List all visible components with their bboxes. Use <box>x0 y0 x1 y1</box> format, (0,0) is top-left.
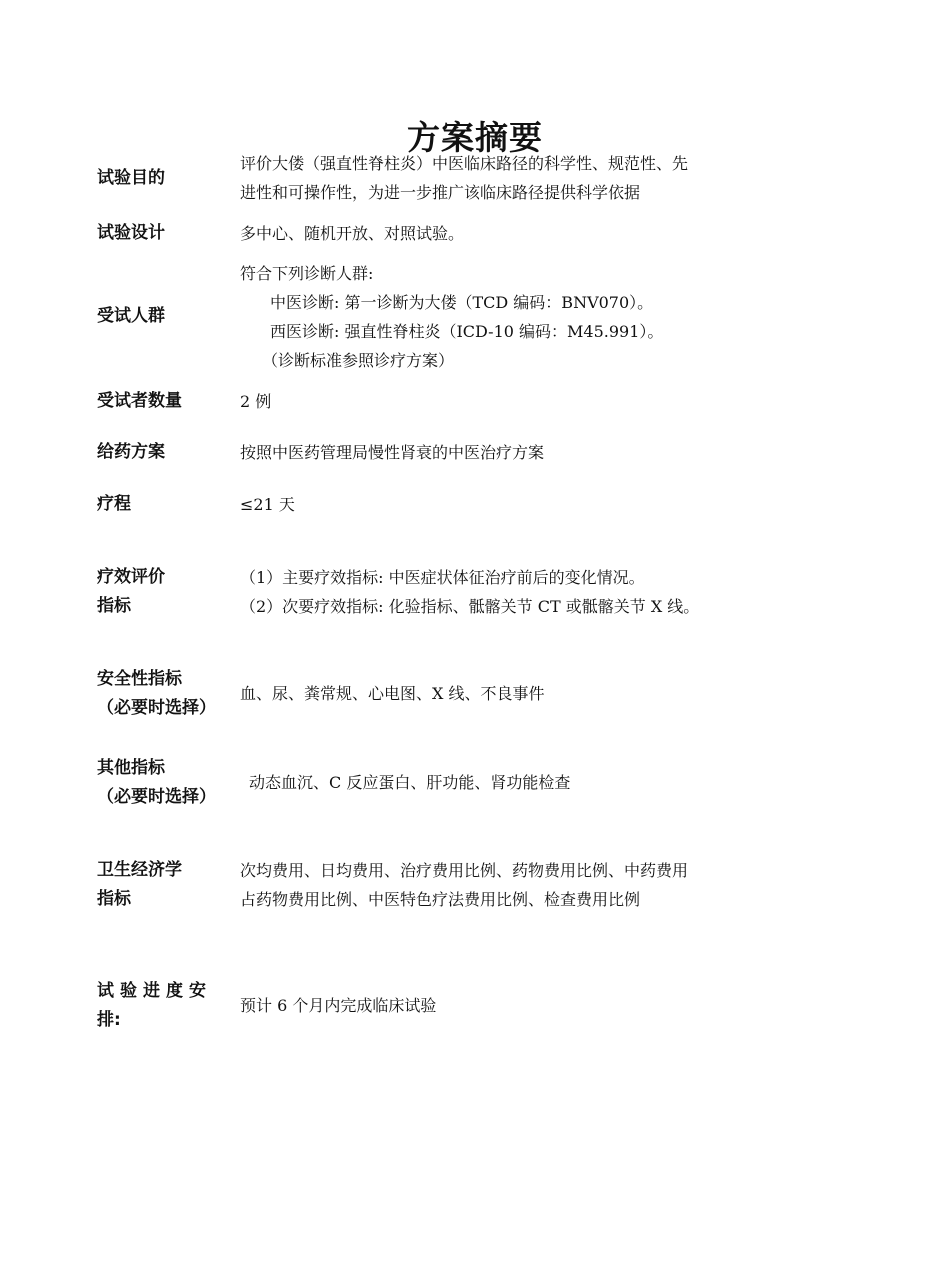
count-line-1: 2 例 <box>240 392 272 411</box>
row-value-population <box>240 259 663 375</box>
efficacy-line-1: （1）主要疗效指标: 中医症状体征治疗前后的变化情况。 <box>240 568 645 587</box>
population-line-4: （诊断标准参照诊疗方案） <box>262 351 455 370</box>
population-line-2: 中医诊断: 第一诊断为大偻（TCD 编码：BNV070）。 <box>270 293 654 312</box>
row-label-efficacy <box>97 563 165 621</box>
economics-line-2: 占药物费用比例、中医特色疗法费用比例、检查费用比例 <box>240 890 641 909</box>
design-line-1: 多中心、随机开放、对照试验。 <box>240 224 465 243</box>
dosing-line-1: 按照中医药管理局慢性肾衰的中医治疗方案 <box>240 443 545 462</box>
safety-line-1: 血、尿、粪常规、心电图、X 线、不良事件 <box>240 684 545 703</box>
schedule-line-1: 预计 6 个月内完成临床试验 <box>240 996 437 1015</box>
population-line-1: 符合下列诊断人群: <box>240 264 374 283</box>
row-value-objective <box>240 149 688 207</box>
row-label-course: 疗程 <box>97 494 131 514</box>
row-label-design: 试验设计 <box>97 223 165 243</box>
row-label-safety <box>97 665 216 723</box>
other-line-1: 动态血沉、C 反应蛋白、肝功能、肾功能检查 <box>249 773 571 792</box>
row-value-economics <box>240 856 688 914</box>
row-label-objective: 试验目的 <box>97 168 165 188</box>
row-label-schedule <box>97 977 212 1035</box>
efficacy-label-line-1: 疗效评价 <box>97 567 165 587</box>
economics-label-line-1: 卫生经济学 <box>97 860 182 880</box>
schedule-label-line-2: 排: <box>97 1010 121 1030</box>
population-line-3: 西医诊断: 强直性脊柱炎（ICD-10 编码：M45.991）。 <box>270 322 664 341</box>
economics-line-1: 次均费用、日均费用、治疗费用比例、药物费用比例、中药费用 <box>240 861 689 880</box>
schedule-label-line-1: 试验进度安 <box>97 981 212 1001</box>
row-value-design <box>240 219 464 248</box>
row-label-dosing: 给药方案 <box>97 442 165 462</box>
other-label-line-2: （必要时选择） <box>97 787 216 807</box>
objective-line-2: 进性和可操作性，为进一步推广该临床路径提供科学依据 <box>240 183 641 202</box>
row-value-efficacy <box>240 563 699 621</box>
other-label-line-1: 其他指标 <box>97 758 165 778</box>
row-value-other <box>249 768 570 797</box>
safety-label-line-1: 安全性指标 <box>97 669 182 689</box>
row-label-other <box>97 754 216 812</box>
row-label-economics <box>97 856 182 914</box>
row-value-course <box>240 490 295 519</box>
safety-label-line-2: （必要时选择） <box>97 698 216 718</box>
page-title: 方案摘要 <box>407 118 543 157</box>
row-value-dosing <box>240 438 544 467</box>
row-label-count: 受试者数量 <box>97 391 182 411</box>
course-line-1: ≤21 天 <box>240 495 295 514</box>
row-value-count <box>240 387 271 416</box>
objective-line-1: 评价大偻（强直性脊柱炎）中医临床路径的科学性、规范性、先 <box>240 154 689 173</box>
efficacy-line-2: （2）次要疗效指标: 化验指标、骶髂关节 CT 或骶髂关节 X 线。 <box>240 597 700 616</box>
row-value-schedule <box>240 991 436 1020</box>
efficacy-label-line-2: 指标 <box>97 596 131 616</box>
row-value-safety <box>240 679 544 708</box>
economics-label-line-2: 指标 <box>97 889 131 909</box>
row-label-population: 受试人群 <box>97 306 165 326</box>
